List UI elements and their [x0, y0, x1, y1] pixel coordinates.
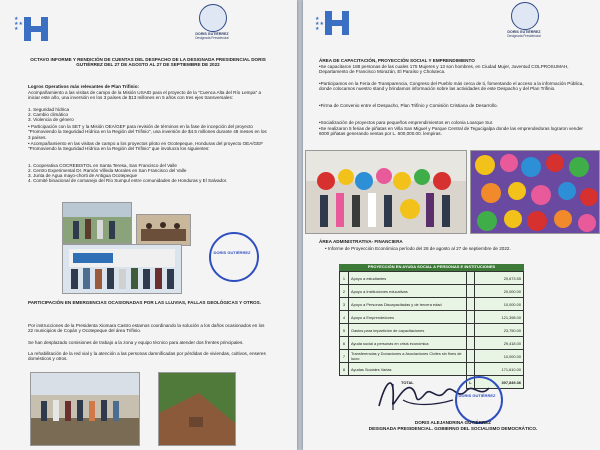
field-visit-photo — [62, 202, 132, 244]
row-concept: Apoyo a Instituciones educativas — [348, 285, 466, 298]
report-title: OCTAVO INFORME Y RENDICIÓN DE CUENTAS DEL DESPACHO DE LA DESIGNADA PRESIDENCIAL DORIS GUTIÉRREZ DEL 27 DE AGOSTO AL 27 DE SEPTIEMBRE DE 2022 — [30, 57, 266, 68]
proyecto-1: 1. Cooperativa COCREBISTOL en Santa Teresa, San Francisco del Valle — [28, 163, 177, 168]
official-stamp — [209, 232, 259, 282]
emergencias-paragraph-3: La rehabilitación de la red vial y la atención a las personas damnificadas por pérdidas de viviendas, cultivos, enseres domésticos y otros. — [28, 351, 266, 362]
row-currency-cell — [467, 298, 475, 311]
row-amount: 29,418.00 — [475, 337, 524, 350]
stars-icon: ★ ★★ ★ — [14, 16, 23, 32]
row-concept: Gastos para impartición de capacitaciones — [348, 324, 466, 337]
landslide-photo — [158, 372, 236, 446]
row-number: 8 — [340, 363, 349, 376]
row-currency-cell — [467, 324, 475, 337]
row-number: 5 — [340, 324, 349, 337]
table-row — [340, 324, 524, 337]
eje-2: 2. Cambio climático — [28, 112, 69, 117]
row-amount: 10,000.00 — [475, 350, 524, 363]
seal-name: DORIS GUTIÉRREZ — [195, 32, 229, 36]
table-row — [340, 311, 524, 324]
row-concept: Transferencias y Donaciones a Asociaciones Civiles sin fines de lucro — [348, 350, 466, 363]
seal-subtitle: Designada Presidencial — [507, 34, 541, 38]
total-currency: L — [467, 376, 475, 389]
table-header: PROYECCIÓN EN AYUDA SOCIAL A PERSONAS E INSTITUCIONES — [339, 264, 524, 271]
proyecto-3: 3. Junta de Agua mayo-chorti de Antigua Ocotepeque — [28, 173, 138, 178]
row-concept: Apoyo a Personas Discapacitadas y de tercera edad — [348, 298, 466, 311]
row-concept: Ayuda social a personas en crisis económica — [348, 337, 466, 350]
row-concept: Apoyo a estudiantes — [348, 272, 466, 285]
row-amount: 171,610.00 — [475, 363, 524, 376]
pinatas-display-photo — [470, 150, 600, 234]
logros-heading: Logros Operativos más relevantes de Plan Trifinio: — [28, 84, 140, 89]
table-row — [340, 285, 524, 298]
row-amount: 23,750.00 — [475, 324, 524, 337]
meeting-photo — [136, 214, 191, 246]
stars-icon: ★ ★★ ★ — [315, 16, 324, 32]
area1-item-1: •Se capacitaron 188 personas de las cuales 175 Mujeres y 13 son hombres, en Ciudad Mujer, Juventud COLPROSUMAH, Departamento de Francisco Morazán, El Paraíso y Choluteca. — [319, 64, 569, 75]
area-administrativa-heading: ÁREA ADMINISTRATIVA- FINANCIERA — [319, 239, 403, 244]
area1-item-4: •Socialización de proyectos para pequeños emprendimientos en colonia Loarque Sur. — [319, 120, 494, 125]
damaged-area-photo — [30, 372, 140, 446]
eje-1: 1. Seguridad hídrica — [28, 107, 70, 112]
row-number: 4 — [340, 311, 349, 324]
total-value: 397,849.36 — [475, 376, 524, 389]
area1-item-3: •Firma de Convenio entre el Despacho, Plan Trifinio y Comisión Cristiana de Desarrollo. — [319, 103, 498, 108]
right-report-page — [303, 0, 600, 450]
table-row — [340, 350, 524, 363]
table-row — [340, 272, 524, 285]
row-currency-cell — [467, 285, 475, 298]
row-number: 6 — [340, 337, 349, 350]
row-currency-cell — [467, 350, 475, 363]
emergencias-heading: PARTICIPACIÓN EN EMERGENCIAS OCASIONADAS POR LAS LLUVIAS, FALLAS GEOLÓGICAS Y OTROS. — [28, 300, 261, 305]
row-amount: 10,000.00 — [475, 298, 524, 311]
seal-subtitle: Designada Presidencial — [195, 36, 229, 40]
table-row — [340, 298, 524, 311]
proyecto-2: 2. Centro Experimental Dr. Ramón Villeda Morales en San Francisco del Valle — [28, 168, 187, 173]
area1-item-5: •Se realizaron 5 ferias de piñatas en Villa San Miguel y Parque Central de Tegucigalpa donde las emprendedoras lograron vender 6000 piñatas generando ventas por L. 600,000.00. lempiras. — [319, 126, 583, 137]
row-number: 1 — [340, 272, 349, 285]
row-currency-cell — [467, 337, 475, 350]
acompanamiento-text: • Acompañamiento en las visitas de campo a los proyectos piloto en Ocotepeque, Honduras del proyecto OEA/GEF "Promoviendo la Seguridad Hídrica en la Región del Trifinio" que involucra los siguientes: — [28, 141, 263, 152]
emergencias-paragraph-1: Por instrucciones de la Presidenta Xiomara Castro estamos coordinando la solución a los daños ocasionados en los 22 municipios de Copán y Ocotepeque del área Trifinio. — [28, 323, 265, 334]
group-banner-photo — [62, 244, 182, 294]
page-header — [0, 0, 297, 50]
table-row — [340, 337, 524, 350]
page-header — [303, 0, 600, 50]
stamp-text: DORIS GUTIÉRREZ — [458, 393, 496, 398]
row-concept: Ayudas Sociales Varias — [348, 363, 466, 376]
signature-title: DESIGNADA PRESIDENCIAL. GOBIERNO DEL SOCIALISMO DEMOCRÁTICO. — [368, 426, 538, 431]
participacion-text: • Participación con la SET y la Misión OEA/GEF para revisión de términos en la fase de incepción del proyecto "Promoviendo la Seguridad Hídrica en la Región del Trifinio", una inversión de $4.5 millones durante 48 meses en los 3 países. — [28, 124, 267, 140]
official-stamp — [455, 376, 503, 424]
eje-3: 3. Violencia de género — [28, 117, 74, 122]
signature-name: DORIS ALEJANDRINA GUTIÉRREZ — [414, 420, 492, 425]
coat-of-arms-seal-icon — [199, 4, 227, 32]
row-amount: 20,000.00 — [475, 285, 524, 298]
row-concept: Apoyo a Emprendedores — [348, 311, 466, 324]
area2-bullet: • Informe de Proyección Económica período del 28 de agosto al 27 de septiembre de 2022. — [325, 246, 511, 251]
pinatas-group-photo — [305, 150, 467, 234]
seal-name: DORIS GUTIÉRREZ — [507, 30, 541, 34]
proyecto-4: 4. Comité binacional de comanejo del Río Sumpul entre comunidades de Honduras y El Salvador. — [28, 178, 228, 183]
row-currency-cell — [467, 272, 475, 285]
logros-text: Acompañamiento a las visitas de campo de la Misión USAID para el proyecto de la "Cuenca Alta del Río Lempa" a iniciar este año, una inversión en los 3 países de $13 millones en 5 años con tres ejes transversales: — [28, 90, 262, 101]
emergencias-paragraph-2: Se han desplazado comisiones de trabajo a la zona y equipo técnico para atender dos frentes principales. — [28, 340, 244, 345]
area1-item-2: •Participamos en la Feria de Transparencia, Congreso del Pueblo más cerca de ti, fomentando el acceso a la información Pública, donde colocamos nuestro stand y brindamos información sobre las actividades de este Despacho y del Plan Trifinio. — [319, 81, 584, 92]
row-amount: 121,398.00 — [475, 311, 524, 324]
row-amount: 20,673.55 — [475, 272, 524, 285]
total-label: TOTAL — [401, 379, 414, 385]
left-report-page — [0, 0, 297, 450]
row-currency-cell — [467, 311, 475, 324]
area-capacitacion-heading: ÁREA DE CAPACITACIÓN, PROYECCIÓN SOCIAL Y EMPRENDIMIENTO — [319, 58, 475, 63]
honduras-h-logo-icon — [22, 16, 52, 42]
honduras-h-logo-icon — [323, 10, 353, 36]
stamp-text: DORIS GUTIÉRREZ — [213, 250, 251, 255]
coat-of-arms-seal-icon — [511, 2, 539, 30]
row-number: 2 — [340, 285, 349, 298]
row-number: 3 — [340, 298, 349, 311]
row-number: 7 — [340, 350, 349, 363]
